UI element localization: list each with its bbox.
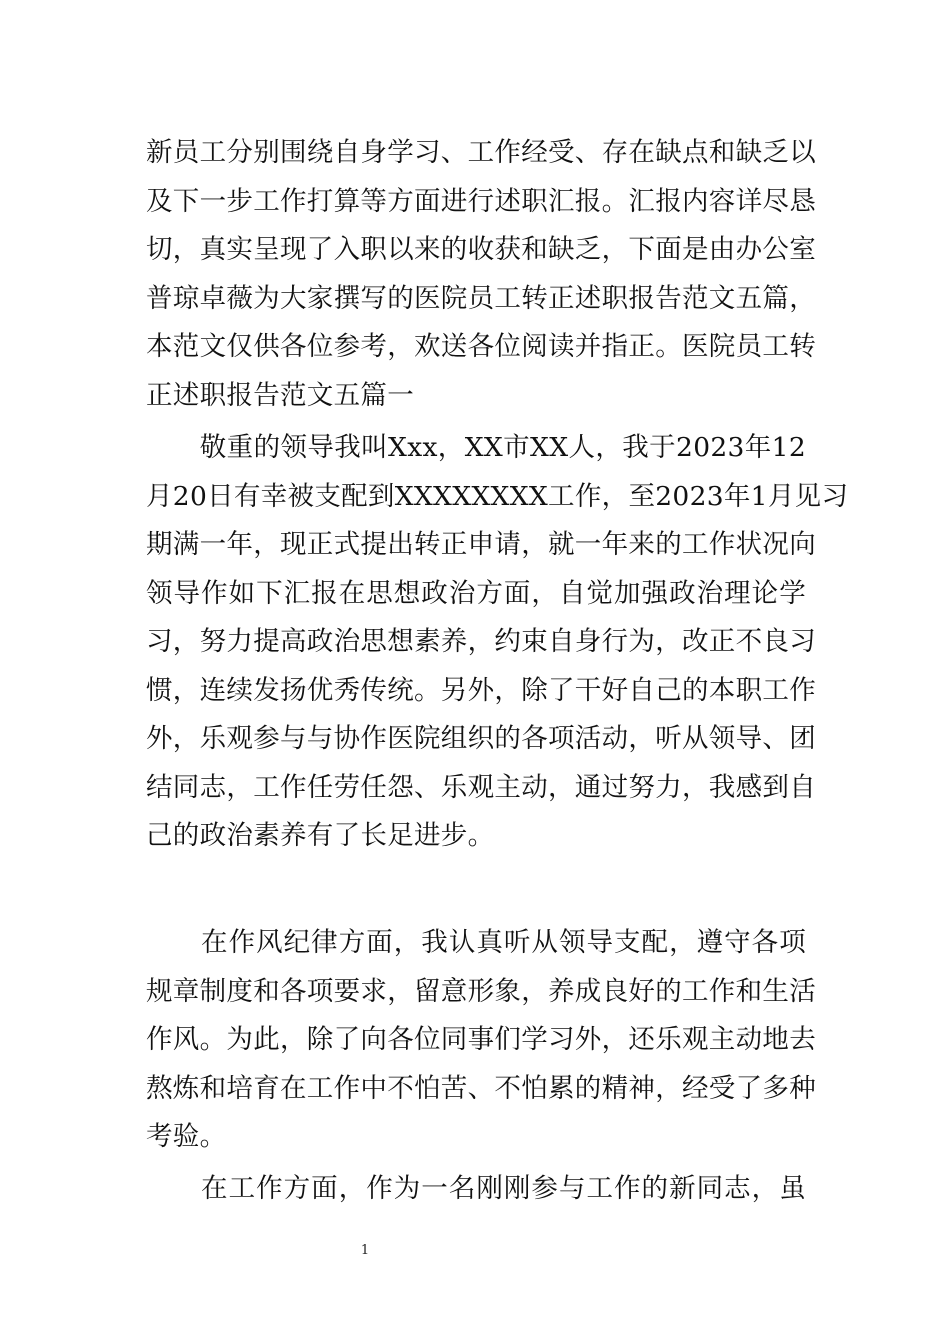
text-line: 作风。为此，除了向各位同事们学习外，还乐观主动地去 [146, 1024, 816, 1055]
page-number-text: 1 [360, 1243, 370, 1258]
paragraph-work [146, 1165, 806, 1214]
text-line: 习，努力提高政治思想素养，约束自身行为，改正不良习 [146, 626, 816, 657]
paragraph-ideology [146, 424, 849, 861]
text-line: 外，乐观参与与协作医院组织的各项活动，听从领导、团 [146, 723, 816, 754]
text-line: 结同志，工作任劳任怨、乐观主动，通过努力，我感到自 [146, 771, 816, 803]
text-line: 在工作方面，作为一名刚刚参与工作的新同志，虽 [146, 1173, 806, 1204]
text-line: 期满一年，现正式提出转正申请，就一年来的工作状况向 [146, 529, 816, 560]
text-line: 切，真实呈现了入职以来的收获和缺乏，下面是由办公室 [146, 234, 816, 265]
text-line: 月20日有幸被支配到XXXXXXXX工作，至2023年1月见习 [146, 480, 849, 512]
text-line: 新员工分别围绕自身学习、工作经受、存在缺点和缺乏以 [146, 137, 816, 168]
text-line: 本范文仅供各位参考，欢送各位阅读并指正。医院员工转 [146, 331, 816, 362]
text-line: 及下一步工作打算等方面进行述职汇报。汇报内容详尽恳 [146, 185, 816, 217]
text-line: 惯，连续发扬优秀传统。另外，除了干好自己的本职工作 [146, 674, 816, 706]
text-line: 在作风纪律方面，我认真听从领导支配，遵守各项 [146, 927, 806, 958]
paragraph-discipline [146, 919, 816, 1162]
text-line: 考验。 [146, 1121, 227, 1152]
text-line: 普琼卓薇为大家撰写的医院员工转正述职报告范文五篇， [146, 282, 816, 314]
text-line: 正述职报告范文五篇一 [146, 379, 414, 411]
text-line: 敬重的领导我叫Xxx，XX市XX人，我于2023年12 [146, 432, 806, 463]
text-line: 己的政治素养有了长足进步。 [146, 820, 495, 851]
intro-paragraph [146, 129, 816, 420]
text-line: 领导作如下汇报在思想政治方面，自觉加强政治理论学 [146, 577, 806, 609]
page-number [0, 1243, 950, 1258]
text-line: 规章制度和各项要求，留意形象，养成良好的工作和生活 [146, 975, 816, 1007]
text-line: 熬炼和培育在工作中不怕苦、不怕累的精神，经受了多种 [146, 1072, 816, 1104]
